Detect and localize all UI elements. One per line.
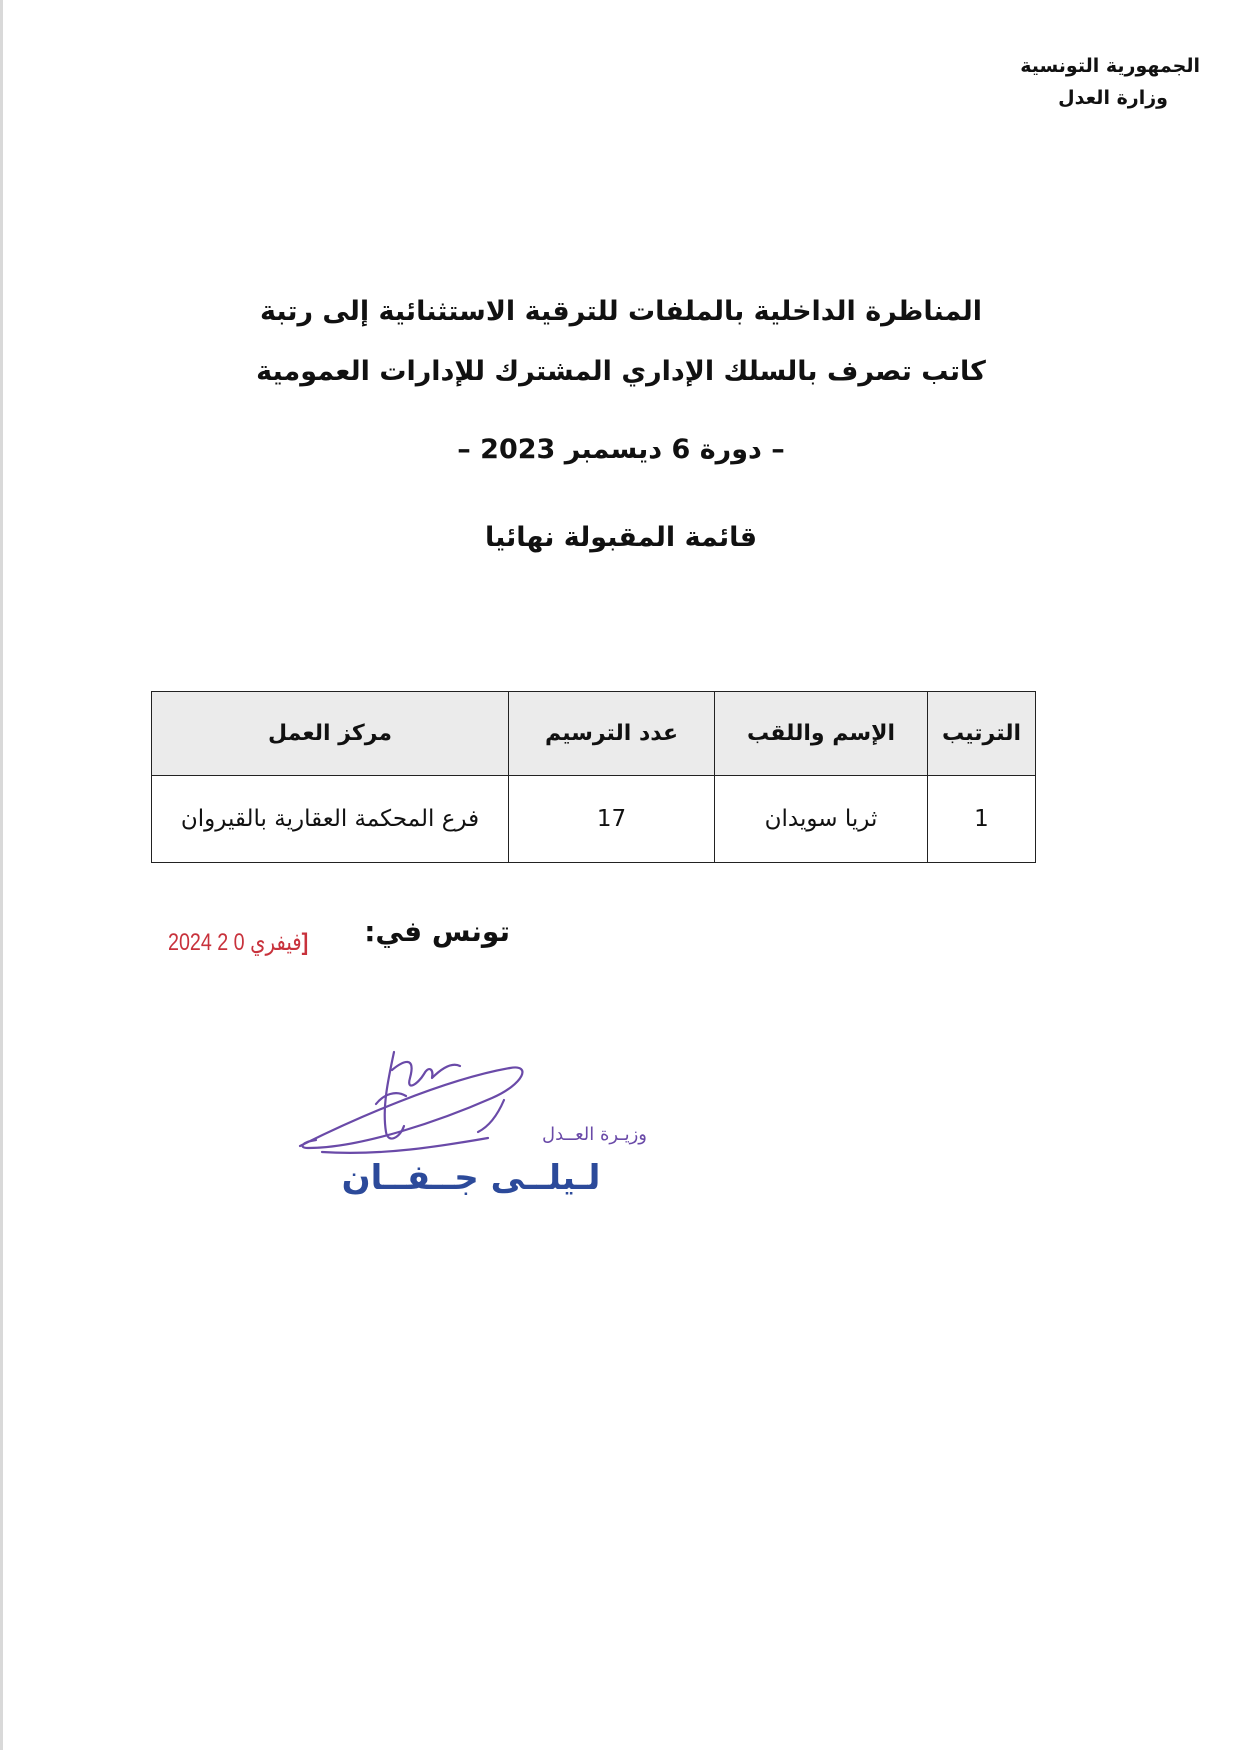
date-stamp: [168, 928, 309, 968]
table-header-row: [152, 692, 1036, 776]
header-rank: الترتيب: [928, 692, 1036, 776]
stamp-year: 2024: [168, 929, 212, 956]
stamp-bracket-icon: ]: [301, 929, 309, 956]
page-edge: [0, 0, 3, 1750]
header-workplace: مركز العمل: [152, 692, 509, 776]
stamp-day: 0 2: [217, 929, 245, 956]
date-label: تونس في:: [364, 915, 510, 948]
list-title: قائمة المقبولة نهائيا: [484, 522, 758, 553]
cell-count: 17: [509, 776, 715, 863]
ministry-name: وزارة العدل: [1058, 87, 1168, 109]
signature-stamp-text: وزيـرة العــدل: [542, 1124, 647, 1145]
results-table: [151, 691, 1036, 863]
title-line-1: المناظرة الداخلية بالملفات للترقية الاستثنائية إلى رتبة: [259, 296, 983, 327]
cell-workplace: فرع المحكمة العقارية بالقيروان: [152, 776, 509, 863]
letterhead: [940, 50, 1200, 114]
table-row: [152, 776, 1036, 863]
header-name: الإسم واللقب: [715, 692, 928, 776]
header-count: عدد الترسيم: [509, 692, 715, 776]
document-title: [0, 282, 1242, 558]
signer-name: لـيلــى جــفــان: [341, 1158, 601, 1198]
title-line-2: كاتب تصرف بالسلك الإداري المشترك للإدارات العمومية: [256, 356, 986, 387]
stamp-month: فيفري: [250, 929, 302, 956]
cell-name: ثريا سويدان: [715, 776, 928, 863]
cell-rank: 1: [928, 776, 1036, 863]
republic-name: الجمهورية التونسية: [1020, 55, 1200, 77]
session-line: – دورة 6 ديسمبر 2023 –: [457, 434, 785, 465]
